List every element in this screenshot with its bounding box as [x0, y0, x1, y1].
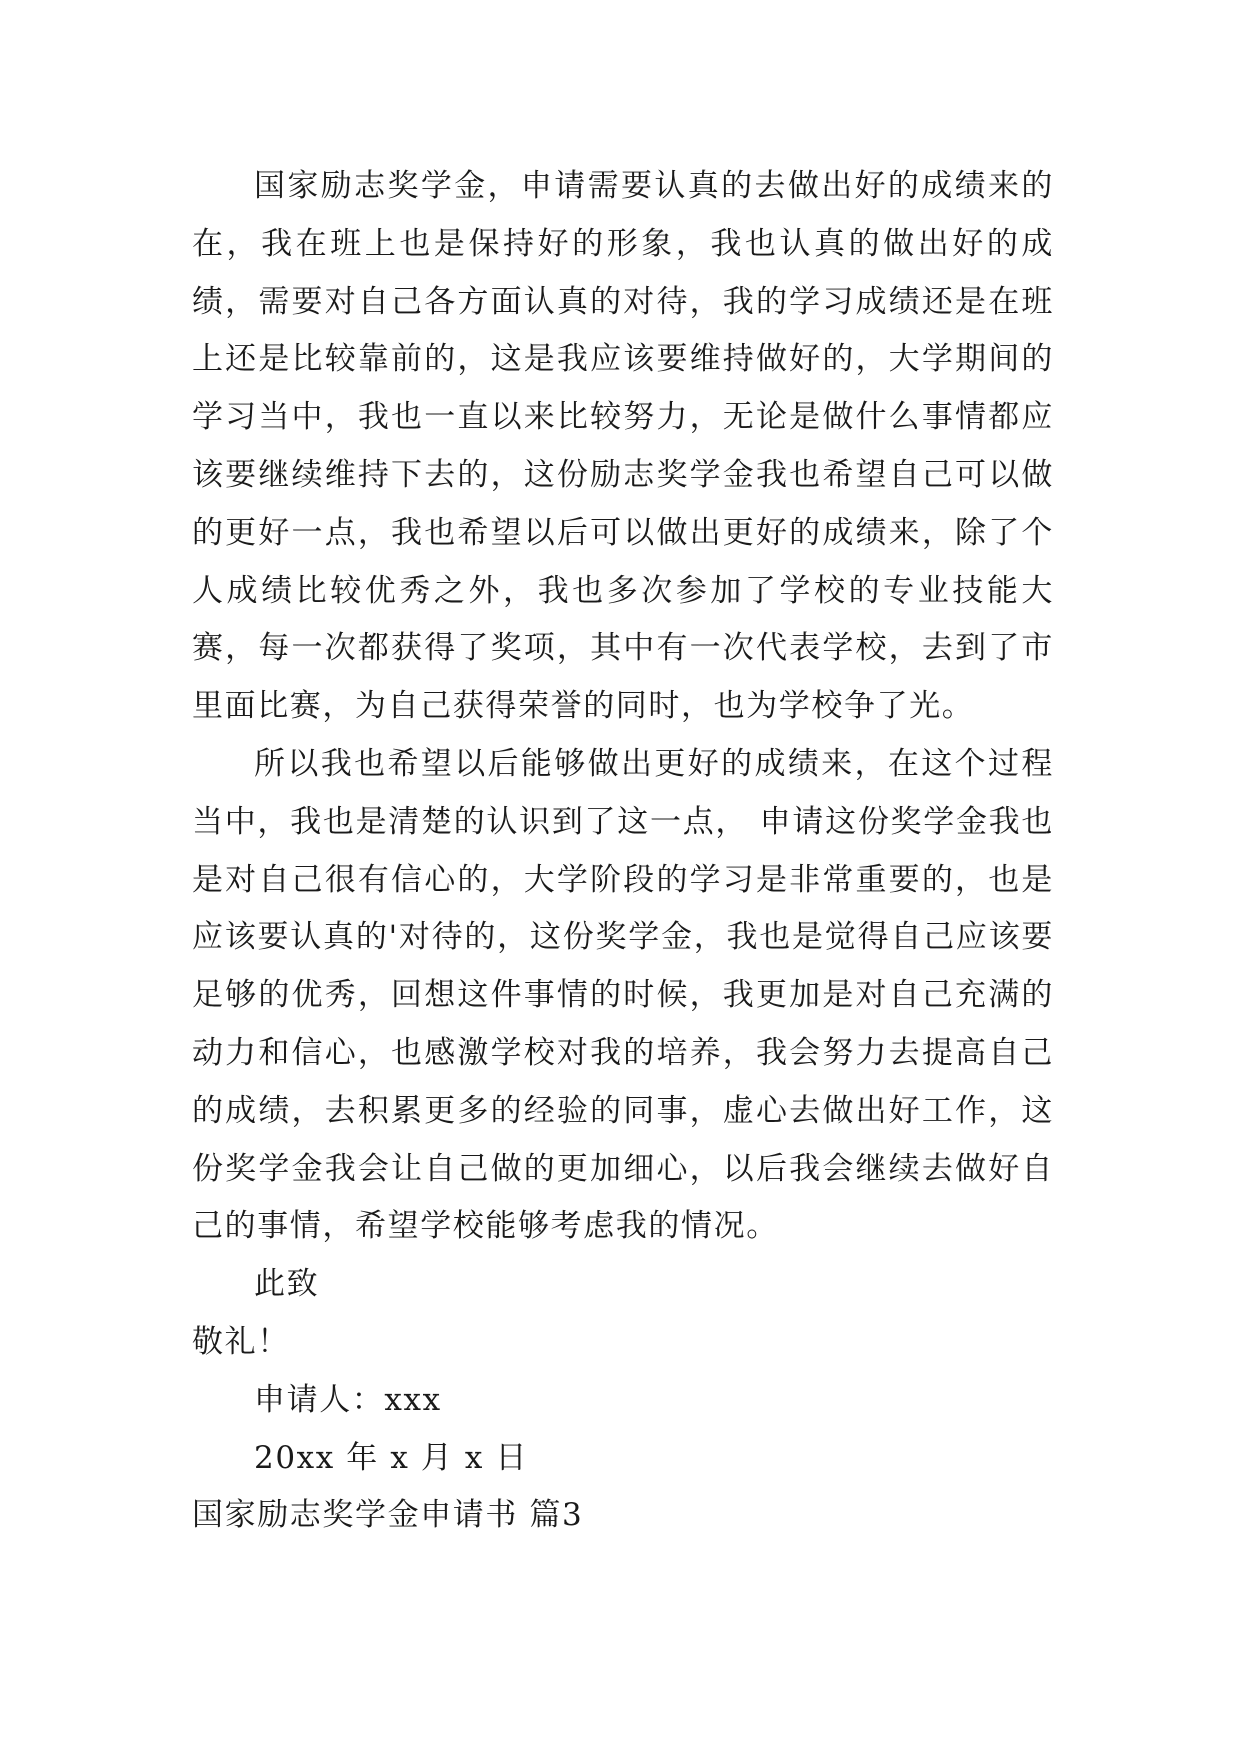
date-line: 20xx 年 x 月 x 日 [254, 1439, 529, 1476]
letter-body [192, 158, 1054, 1545]
body-paragraph-2: 所以我也希望以后能够做出更好的成绩来，在这个过程当中，我也是清楚的认识到了这一点， 申请这份奖学金我也是对自己很有信心的，大学阶段的学习是非常重要的，也是应该要认真的'对待的，这份奖学金，我也是觉得自己应该要足够的优秀，回想这件事情的时候，我更加是对自己充满的动力和信心，也感激学校对我的培养，我会努力去提高自己的成绩，去积累更多的经验的同事，虚心去做出好工作，这份奖学金我会让自己做的更加细心，以后我会继续去做好自己的事情，希望学校能够考虑我的情况。 [192, 745, 1054, 1245]
closing-line: 此致 [254, 1266, 320, 1303]
applicant-line: 申请人：xxx [254, 1381, 442, 1418]
next-section-heading: 国家励志奖学金申请书 篇3 [192, 1497, 584, 1534]
salute-line: 敬礼！ [192, 1323, 290, 1360]
body-paragraph-1: 国家励志奖学金，申请需要认真的去做出好的成绩来的在，我在班上也是保持好的形象，我也认真的做出好的成绩，需要对自己各方面认真的对待，我的学习成绩还是在班上还是比较靠前的，这是我应该要维持做好的，大学期间的学习当中，我也一直以来比较努力，无论是做什么事情都应该要继续维持下去的，这份励志奖学金我也希望自己可以做的更好一点，我也希望以后可以做出更好的成绩来，除了个人成绩比较优秀之外，我也多次参加了学校的专业技能大赛，每一次都获得了奖项，其中有一次代表学校，去到了市里面比赛，为自己获得荣誉的同时，也为学校争了光。 [192, 168, 1054, 725]
